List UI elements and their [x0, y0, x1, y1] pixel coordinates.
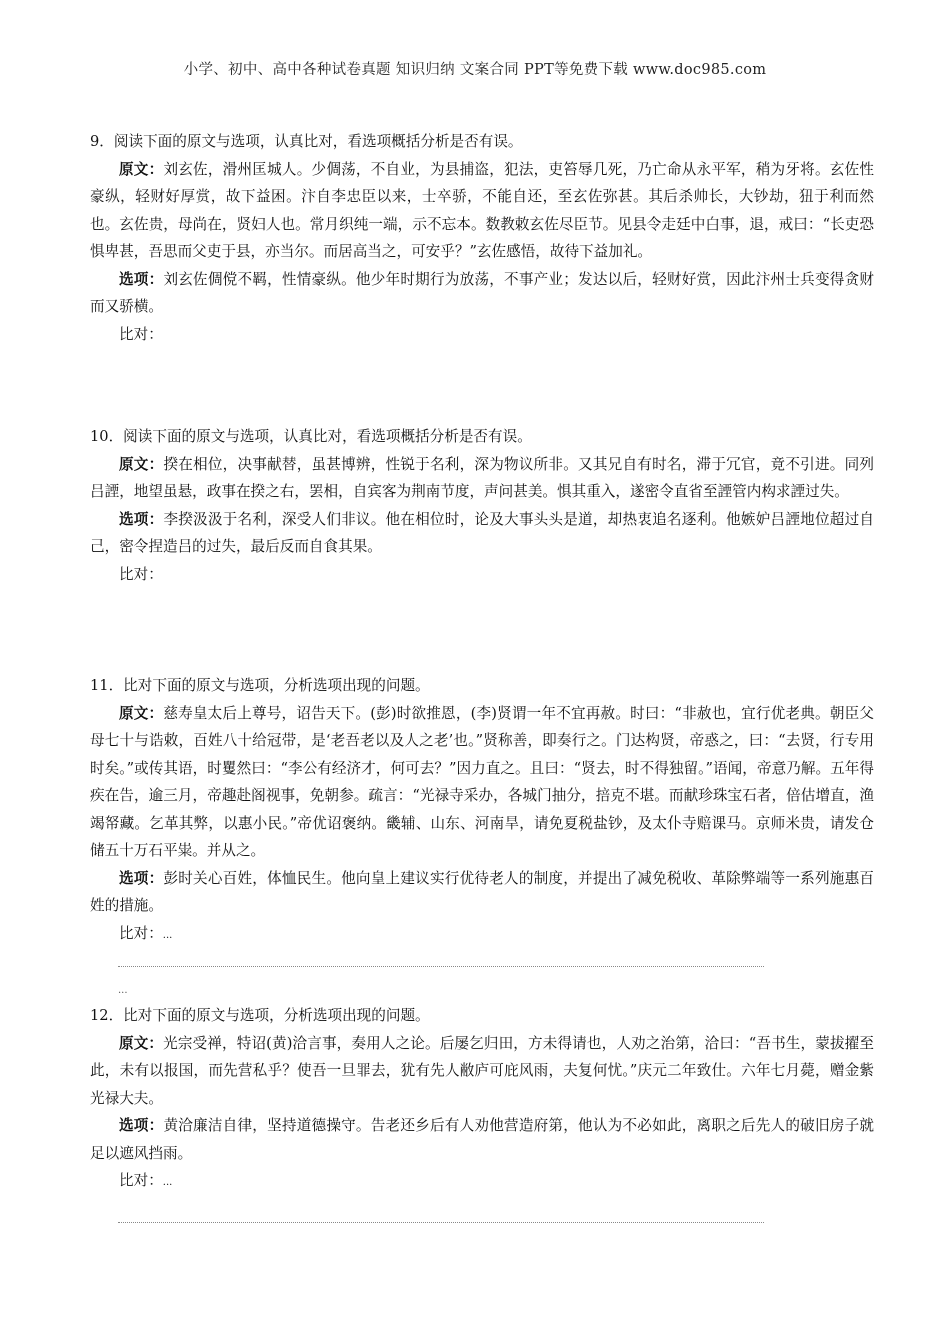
original-label: 原文： [119, 704, 164, 722]
option-text: 彭时关心百姓，体恤民生。他向皇上建议实行优待老人的制度，并提出了减免税收、革除弊端等一系列施惠百姓的措施。 [90, 869, 874, 914]
answer-line [118, 966, 764, 967]
question-12-compare [90, 1167, 874, 1197]
question-12-option [90, 1112, 874, 1167]
question-10-title: 10．阅读下面的原文与选项，认真比对，看选项概括分析是否有误。 [90, 428, 532, 445]
question-9 [90, 128, 874, 348]
page-header: 小学、初中、高中各种试卷真题 知识归纳 文案合同 PPT等免费下载 www.doc985.com [183, 62, 767, 78]
original-label: 原文： [119, 1034, 164, 1052]
compare-label: 比对： [119, 1172, 163, 1189]
question-11 [90, 672, 874, 949]
answer-line [118, 1222, 764, 1223]
question-12-title: 12．比对下面的原文与选项，分析选项出现的问题。 [90, 1007, 430, 1024]
option-label: 选项： [119, 869, 164, 887]
question-9-option [90, 266, 874, 321]
question-11-option [90, 865, 874, 920]
question-12-original [90, 1030, 874, 1113]
original-label: 原文： [119, 455, 164, 473]
original-text: 刘玄佐，滑州匡城人。少倜荡，不自业，为县捕盗，犯法，吏笞辱几死，乃亡命从永平军，稍为牙将。玄佐性豪纵，轻财好厚赏，故下益困。汴自李忠臣以来，士卒骄，不能自还，至玄佐弥甚。其后杀帅长，大钞劫，狃于利而然也。玄佐贵，母尚在，贤妇人也。常月织纯一端，示不忘本。数教敕玄佐尽臣节。见县令走廷中白事，退，戒曰：“长吏恐惧卑甚，吾思而父吏于县，亦当尔。而居高当之，可安乎？”玄佐感悟，故待下益加礼。 [90, 160, 874, 260]
option-label: 选项： [119, 270, 164, 288]
question-9-title: 9．阅读下面的原文与选项，认真比对，看选项概括分析是否有误。 [90, 133, 523, 150]
question-11-title: 11．比对下面的原文与选项，分析选项出现的问题。 [90, 677, 430, 694]
question-9-compare: 比对： [119, 325, 163, 343]
question-9-original [90, 156, 874, 266]
question-12 [90, 1002, 874, 1197]
question-11-original [90, 700, 874, 865]
question-10-original [90, 451, 874, 506]
original-text: 揆在相位，决事献替，虽甚博辨，性锐于名利，深为物议所非。又其兄自有时名，滞于冗官，竟不引进。同列吕諲，地望虽悬，政事在揆之右，罢相，自宾客为荆南节度，声问甚美。惧其重入，遂密令直省至諲管内构求諲过失。 [90, 455, 874, 500]
question-11-compare [90, 920, 874, 950]
compare-label: 比对： [119, 924, 163, 942]
compare-mark: ... [162, 929, 173, 941]
question-10-compare: 比对： [119, 565, 163, 583]
question-10-option [90, 506, 874, 561]
question-10 [90, 423, 874, 588]
option-text: 刘玄佐倜傥不羁，性情豪纵。他少年时期行为放荡，不事产业；发达以后，轻财好赏，因此汴州士兵变得贪财而又骄横。 [90, 270, 874, 315]
compare-mark: ... [162, 1177, 173, 1188]
option-text: 黄洽廉洁自律，坚持道德操守。告老还乡后有人劝他营造府第，他认为不必如此，离职之后先人的破旧房子就足以遮风挡雨。 [90, 1117, 874, 1162]
option-text: 李揆汲汲于名利，深受人们非议。他在相位时，论及大事头头是道，却热衷追名逐利。他嫉妒吕諲地位超过自己，密令捏造吕的过失，最后反而自食其果。 [90, 510, 874, 555]
option-label: 选项： [119, 510, 164, 528]
original-text: 慈寿皇太后上尊号，诏告天下。(彭)时欲推恩，(李)贤谓一年不宜再赦。时曰：“非赦也，宜行优老典。朝臣父母七十与诰敕，百姓八十给冠带，是‘老吾老以及人之老’也。”贤称善，即奏行之。门达构贤，帝惑之，曰：“去贤，行专用时矣。”或传其语，时矍然曰：“李公有经济才，何可去？”因力直之。且曰：“贤去，时不得独留。”语闻，帝意乃解。五年得疾在告，逾三月，帝趣赴阁视事，免朝参。疏言：“光禄寺采办，各城门抽分，掊克不堪。而献珍珠宝石者，倍估增直，渔竭帑藏。乞革其弊，以惠小民。”帝优诏褒纳。畿辅、山东、河南旱，请免夏税盐钞，及太仆寺赔课马。京师米贵，请发仓储五十万石平粜。并从之。 [90, 704, 874, 859]
original-text: 光宗受禅，特诏(黄)洽言事，奏用人之论。后屡乞归田，方未得请也，人劝之治第，洽曰：“吾书生，蒙拔擢至此，未有以报国，而先营私乎？使吾一旦罪去，犹有先人敝庐可庇风雨，夫复何忧。”庆元二年致仕。六年七月薨，赠金紫光禄大夫。 [90, 1034, 874, 1107]
answer-mark: ... [118, 985, 128, 996]
original-label: 原文： [119, 160, 164, 178]
option-label: 选项： [119, 1117, 164, 1134]
